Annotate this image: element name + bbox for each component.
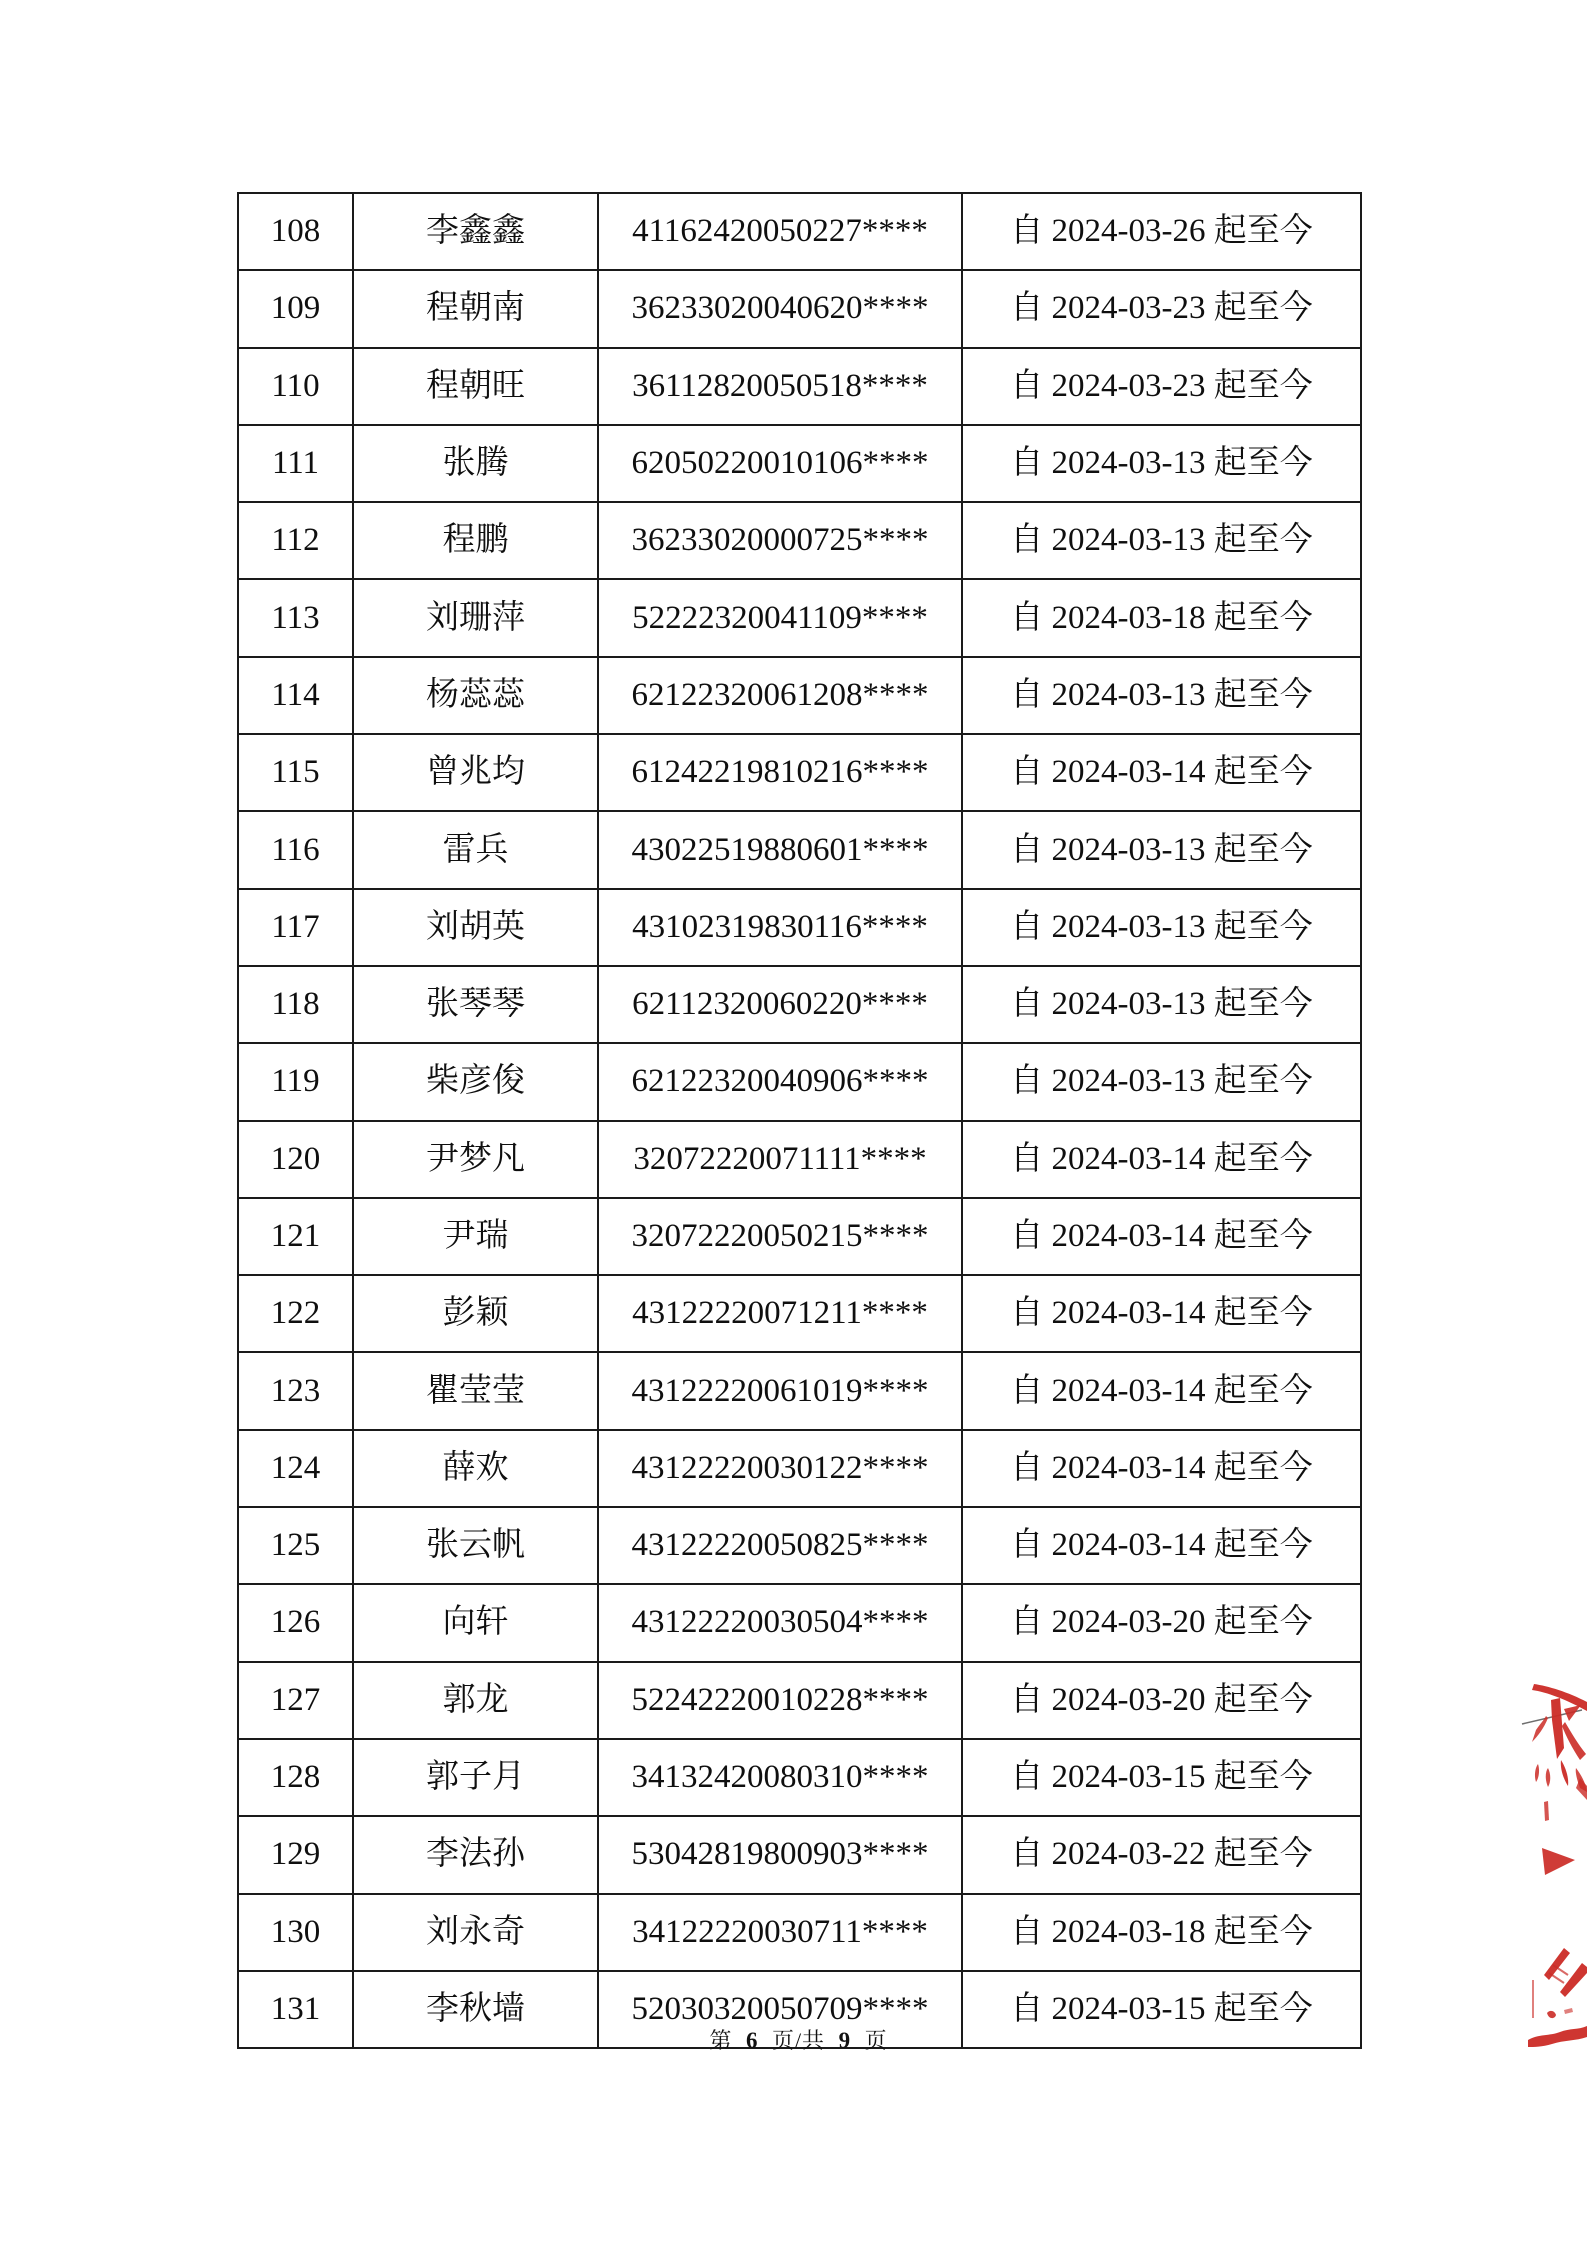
table-row: [238, 966, 1361, 1043]
period-cell: 自 2024-03-23 起至今: [962, 348, 1361, 425]
row-number-cell: 122: [238, 1275, 353, 1352]
row-number-cell: 113: [238, 579, 353, 656]
id-number-cell: 62112320060220****: [598, 966, 962, 1043]
table-row: [238, 1662, 1361, 1739]
row-number-cell: 116: [238, 811, 353, 888]
table-row: [238, 889, 1361, 966]
row-number-cell: 109: [238, 270, 353, 347]
period-cell: 自 2024-03-18 起至今: [962, 1894, 1361, 1971]
period-cell: 自 2024-03-14 起至今: [962, 1430, 1361, 1507]
id-number-cell: 52030320050709****: [598, 1971, 962, 2048]
id-number-cell: 43122220030122****: [598, 1430, 962, 1507]
name-cell: 薛欢: [353, 1430, 598, 1507]
period-cell: 自 2024-03-26 起至今: [962, 193, 1361, 270]
table-row: [238, 734, 1361, 811]
row-number-cell: 117: [238, 889, 353, 966]
name-cell: 张腾: [353, 425, 598, 502]
table-row: [238, 1739, 1361, 1816]
name-cell: 李秋墙: [353, 1971, 598, 2048]
period-cell: 自 2024-03-13 起至今: [962, 1043, 1361, 1120]
id-number-cell: 52222320041109****: [598, 579, 962, 656]
row-number-cell: 130: [238, 1894, 353, 1971]
id-number-cell: 62122320061208****: [598, 657, 962, 734]
name-cell: 程朝旺: [353, 348, 598, 425]
red-seal-stamp-icon: [1520, 1660, 1587, 2070]
name-cell: 彭颖: [353, 1275, 598, 1352]
table-row: [238, 1894, 1361, 1971]
id-number-cell: 43102319830116****: [598, 889, 962, 966]
period-cell: 自 2024-03-13 起至今: [962, 966, 1361, 1043]
id-number-cell: 62122320040906****: [598, 1043, 962, 1120]
row-number-cell: 124: [238, 1430, 353, 1507]
id-number-cell: 36233020000725****: [598, 502, 962, 579]
name-cell: 柴彦俊: [353, 1043, 598, 1120]
table-row: [238, 1430, 1361, 1507]
period-cell: 自 2024-03-14 起至今: [962, 1198, 1361, 1275]
table-row: [238, 425, 1361, 502]
period-cell: 自 2024-03-13 起至今: [962, 889, 1361, 966]
id-number-cell: 43022519880601****: [598, 811, 962, 888]
table-row: [238, 1352, 1361, 1429]
id-number-cell: 34132420080310****: [598, 1739, 962, 1816]
footer-suffix: 页: [858, 2028, 888, 2053]
id-number-cell: 43122220050825****: [598, 1507, 962, 1584]
id-number-cell: 43122220071211****: [598, 1275, 962, 1352]
row-number-cell: 128: [238, 1739, 353, 1816]
id-number-cell: 61242219810216****: [598, 734, 962, 811]
table-row: [238, 1043, 1361, 1120]
name-cell: 尹梦凡: [353, 1121, 598, 1198]
row-number-cell: 114: [238, 657, 353, 734]
name-cell: 李法孙: [353, 1816, 598, 1893]
period-cell: 自 2024-03-14 起至今: [962, 1275, 1361, 1352]
table-row: [238, 1584, 1361, 1661]
period-cell: 自 2024-03-13 起至今: [962, 657, 1361, 734]
row-number-cell: 112: [238, 502, 353, 579]
row-number-cell: 120: [238, 1121, 353, 1198]
table-row: [238, 657, 1361, 734]
row-number-cell: 129: [238, 1816, 353, 1893]
name-cell: 程鹏: [353, 502, 598, 579]
name-cell: 瞿莹莹: [353, 1352, 598, 1429]
id-number-cell: 32072220071111****: [598, 1121, 962, 1198]
name-cell: 李鑫鑫: [353, 193, 598, 270]
name-cell: 尹瑞: [353, 1198, 598, 1275]
row-number-cell: 123: [238, 1352, 353, 1429]
table-row: [238, 1275, 1361, 1352]
table-row: [238, 348, 1361, 425]
row-number-cell: 115: [238, 734, 353, 811]
id-number-cell: 34122220030711****: [598, 1894, 962, 1971]
id-number-cell: 52242220010228****: [598, 1662, 962, 1739]
name-cell: 杨蕊蕊: [353, 657, 598, 734]
table-row: [238, 1121, 1361, 1198]
table-row: [238, 1198, 1361, 1275]
period-cell: 自 2024-03-13 起至今: [962, 425, 1361, 502]
table-row: [238, 270, 1361, 347]
id-number-cell: 36233020040620****: [598, 270, 962, 347]
name-cell: 郭子月: [353, 1739, 598, 1816]
table-row: [238, 1816, 1361, 1893]
table-row: [238, 502, 1361, 579]
table-row: [238, 811, 1361, 888]
row-number-cell: 110: [238, 348, 353, 425]
period-cell: 自 2024-03-15 起至今: [962, 1739, 1361, 1816]
period-cell: 自 2024-03-20 起至今: [962, 1584, 1361, 1661]
row-number-cell: 121: [238, 1198, 353, 1275]
footer-prefix: 第: [709, 2028, 739, 2053]
name-cell: 雷兵: [353, 811, 598, 888]
name-cell: 刘珊萍: [353, 579, 598, 656]
name-cell: 刘永奇: [353, 1894, 598, 1971]
page-footer: [237, 2024, 1360, 2055]
id-number-cell: 43122220030504****: [598, 1584, 962, 1661]
name-cell: 向轩: [353, 1584, 598, 1661]
row-number-cell: 131: [238, 1971, 353, 2048]
row-number-cell: 119: [238, 1043, 353, 1120]
total-page-number: 9: [838, 2028, 852, 2053]
row-number-cell: 108: [238, 193, 353, 270]
table-row: [238, 1507, 1361, 1584]
row-number-cell: 111: [238, 425, 353, 502]
roster-table: [237, 192, 1362, 2049]
row-number-cell: 118: [238, 966, 353, 1043]
table-row: [238, 579, 1361, 656]
name-cell: 刘胡英: [353, 889, 598, 966]
period-cell: 自 2024-03-14 起至今: [962, 1507, 1361, 1584]
period-cell: 自 2024-03-20 起至今: [962, 1662, 1361, 1739]
current-page-number: 6: [745, 2028, 759, 2053]
footer-middle: 页/共: [765, 2028, 832, 2053]
id-number-cell: 62050220010106****: [598, 425, 962, 502]
id-number-cell: 32072220050215****: [598, 1198, 962, 1275]
period-cell: 自 2024-03-14 起至今: [962, 1352, 1361, 1429]
name-cell: 程朝南: [353, 270, 598, 347]
period-cell: 自 2024-03-18 起至今: [962, 579, 1361, 656]
id-number-cell: 36112820050518****: [598, 348, 962, 425]
period-cell: 自 2024-03-14 起至今: [962, 734, 1361, 811]
row-number-cell: 127: [238, 1662, 353, 1739]
row-number-cell: 126: [238, 1584, 353, 1661]
period-cell: 自 2024-03-15 起至今: [962, 1971, 1361, 2048]
name-cell: 郭龙: [353, 1662, 598, 1739]
row-number-cell: 125: [238, 1507, 353, 1584]
name-cell: 张琴琴: [353, 966, 598, 1043]
table-row: [238, 193, 1361, 270]
period-cell: 自 2024-03-13 起至今: [962, 502, 1361, 579]
id-number-cell: 53042819800903****: [598, 1816, 962, 1893]
name-cell: 曾兆均: [353, 734, 598, 811]
name-cell: 张云帆: [353, 1507, 598, 1584]
id-number-cell: 43122220061019****: [598, 1352, 962, 1429]
id-number-cell: 41162420050227****: [598, 193, 962, 270]
period-cell: 自 2024-03-14 起至今: [962, 1121, 1361, 1198]
period-cell: 自 2024-03-13 起至今: [962, 811, 1361, 888]
period-cell: 自 2024-03-23 起至今: [962, 270, 1361, 347]
period-cell: 自 2024-03-22 起至今: [962, 1816, 1361, 1893]
